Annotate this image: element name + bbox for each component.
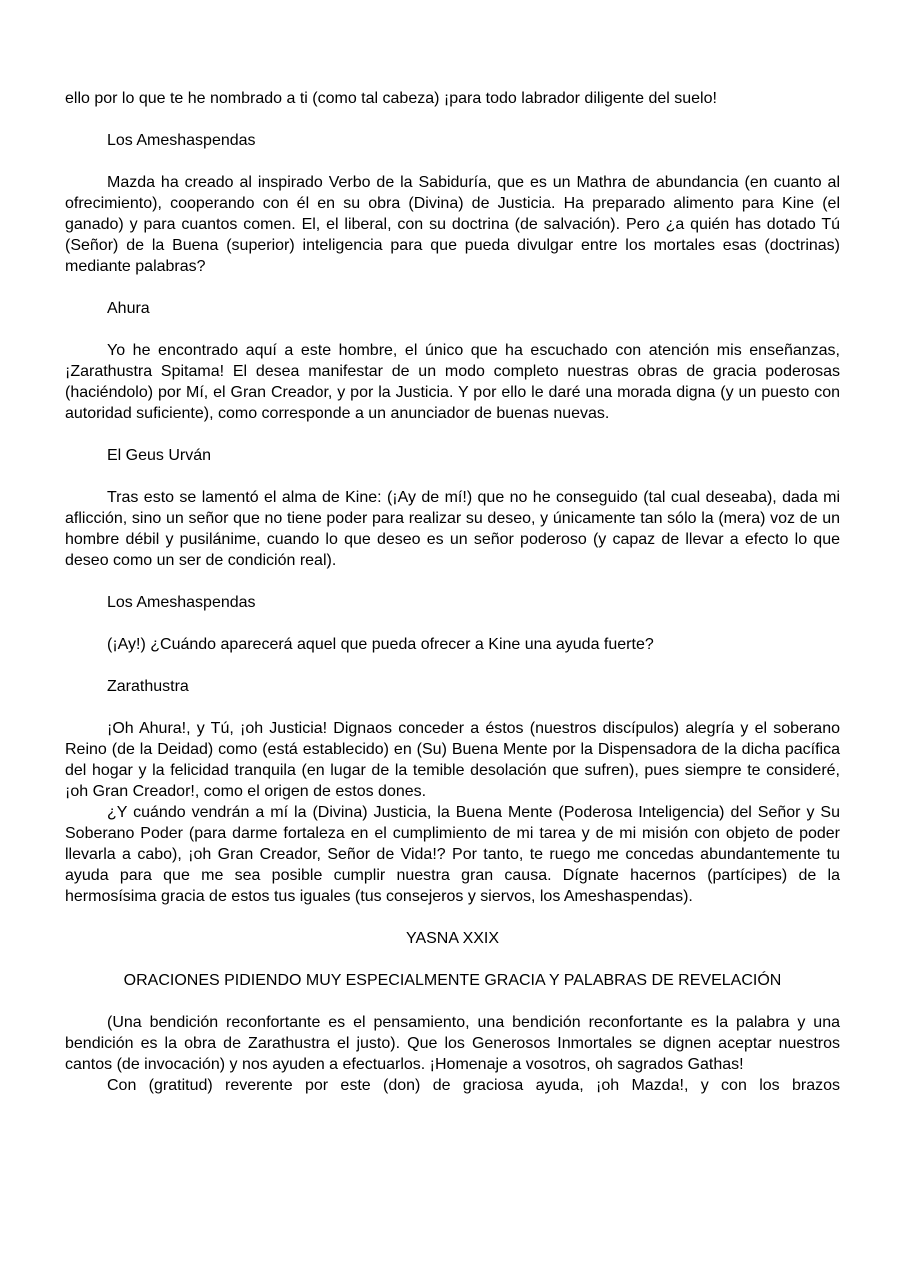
paragraph: (¡Ay!) ¿Cuándo aparecerá aquel que pueda ofrecer a Kine una ayuda fuerte? bbox=[107, 636, 654, 653]
paragraph: Yo he encontrado aquí a este hombre, el único que ha escuchado con atención mis enseñanzas, ¡Zarathustra Spitama! El desea manifestar de un modo completo nuestras obras de gracia poderosas (haciéndolo) por Mí, el Gran Creador, y por la Justicia. Y por ello le daré una morada digna (y un puesto con autoridad suficiente), como corresponde a un anunciador de buenas nuevas. bbox=[65, 342, 840, 422]
section-subtitle: ORACIONES PIDIENDO MUY ESPECIALMENTE GRACIA Y PALABRAS DE REVELACIÓN bbox=[123, 972, 782, 989]
paragraph: ¡Oh Ahura!, y Tú, ¡oh Justicia! Dignaos conceder a éstos (nuestros discípulos) alegría y el soberano Reino (de la Deidad) como (está establecido) en (Su) Buena Mente por la Dispensadora de la dicha pacífica del hogar y la felicidad tranquila (en lugar de la temible desolación que sufren), pues siempre te consideré, ¡oh Gran Creador!, como el origen de estos dones. bbox=[65, 720, 840, 800]
paragraph: ¿Y cuándo vendrán a mí la (Divina) Justicia, la Buena Mente (Poderosa Inteligencia) del Señor y Su Soberano Poder (para darme fortaleza en el cumplimiento de mi tarea y de mi misión con objeto de poder llevarla a cabo), ¡oh Gran Creador, Señor de Vida!? Por tanto, te ruego me concedas abundantemente tu ayuda para que me sea posible cumplir nuestra gran causa. Dígnate hacernos (partícipes) de la hermosísima gracia de estos tus iguales (tus consejeros y siervos, los Ameshaspendas). bbox=[65, 804, 840, 905]
paragraph: (Una bendición reconfortante es el pensamiento, una bendición reconfortante es la palabra y una bendición es la obra de Zarathustra el justo). Que los Generosos Inmortales se dignen aceptar nuestros cantos (de invocación) y nos ayuden a efectuarlos. ¡Homenaje a vosotros, oh sagrados Gathas! bbox=[65, 1014, 840, 1073]
speaker-heading-zarathustra: Zarathustra bbox=[107, 678, 189, 695]
speaker-heading-ameshaspendas: Los Ameshaspendas bbox=[107, 594, 256, 611]
speaker-heading-geus-urvan: El Geus Urván bbox=[107, 447, 212, 464]
paragraph: Mazda ha creado al inspirado Verbo de la Sabiduría, que es un Mathra de abundancia (en cuanto al ofrecimiento), cooperando con él en su obra (Divina) de Justicia. Ha preparado alimento para Kine (el ganado) y para cuantos comen. El, el liberal, con su doctrina (de salvación). Pero ¿a quién has dotado Tú (Señor) de la Buena (superior) inteligencia para que pueda divulgar entre los mortales esas (doctrinas) mediante palabras? bbox=[65, 174, 840, 275]
section-title: YASNA XXIX bbox=[405, 930, 500, 947]
speaker-heading-ahura: Ahura bbox=[107, 300, 150, 317]
speaker-heading-ameshaspendas: Los Ameshaspendas bbox=[107, 132, 256, 149]
paragraph: Tras esto se lamentó el alma de Kine: (¡Ay de mí!) que no he conseguido (tal cual deseaba), dada mi aflicción, sino un señor que no tiene poder para realizar su deseo, y únicamente tan sólo la (mera) voz de un hombre débil y pusilánime, cuando lo que deseo es un señor poderoso (y capaz de llevar a efecto lo que deseo como un ser de condición real). bbox=[65, 489, 840, 569]
paragraph-continuation: ello por lo que te he nombrado a ti (como tal cabeza) ¡para todo labrador diligente del suelo! bbox=[65, 90, 717, 107]
paragraph-partial: Con (gratitud) reverente por este (don) de graciosa ayuda, ¡oh Mazda!, y con los brazos bbox=[107, 1077, 840, 1094]
